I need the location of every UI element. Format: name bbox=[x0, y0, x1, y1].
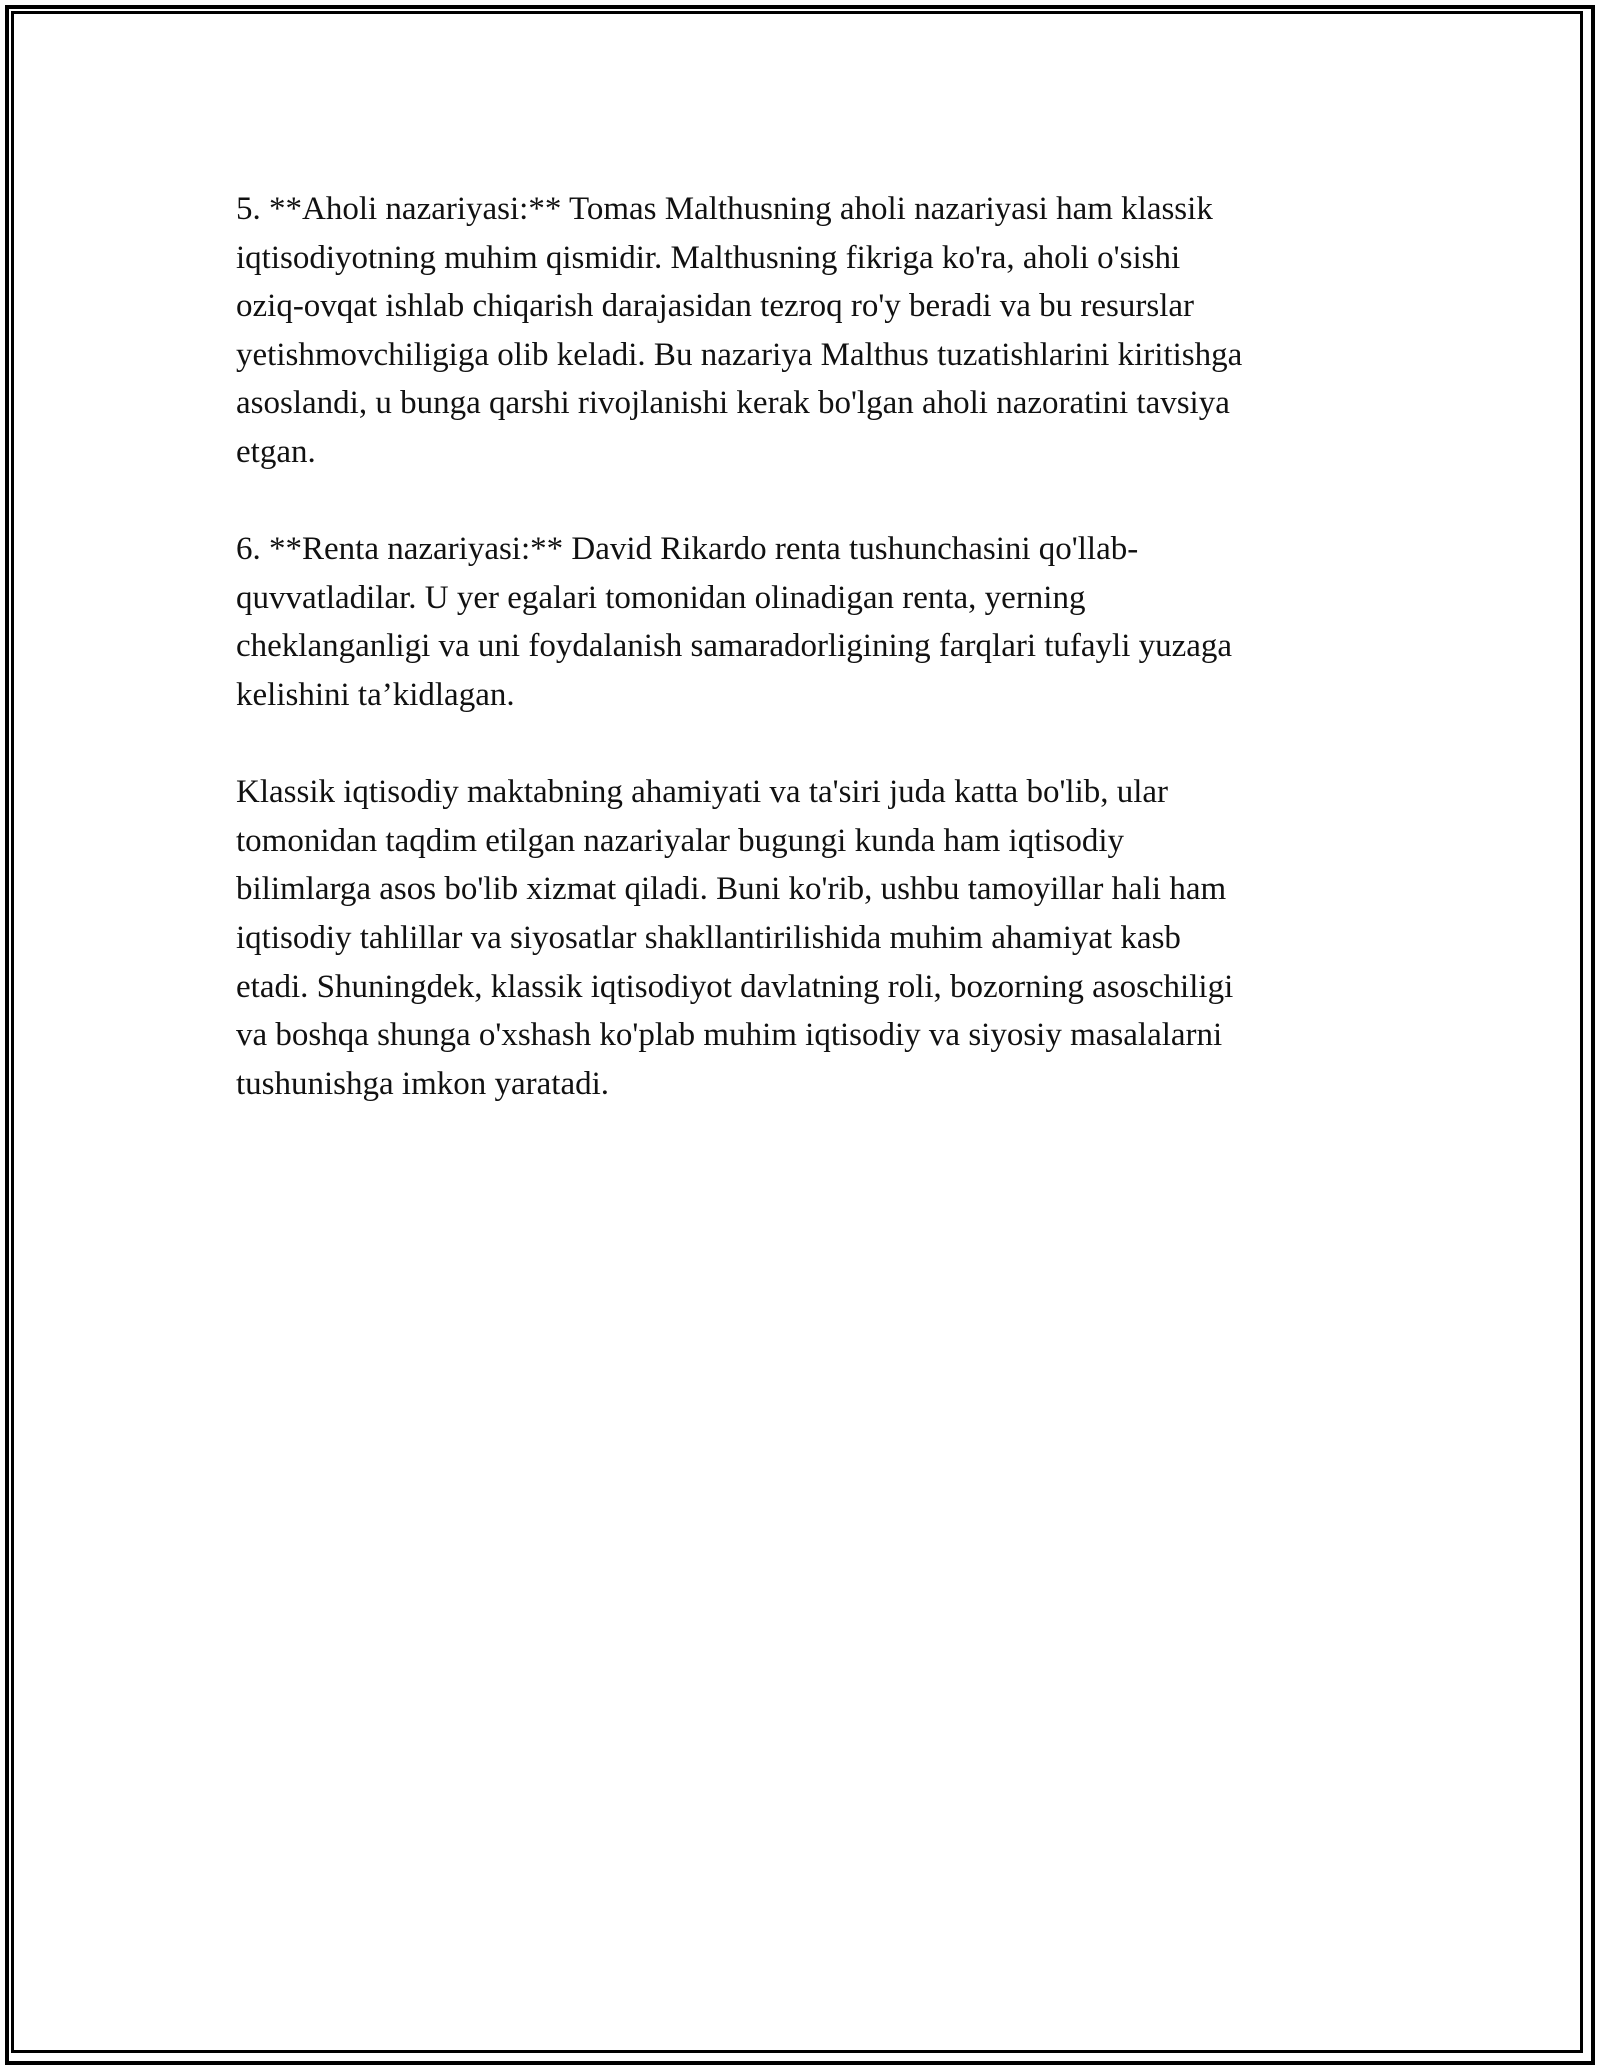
document-body bbox=[236, 185, 1371, 1157]
paragraph-rent-theory: 6. **Renta nazariyasi:** David Rikardo renta tushunchasini qo'llab- quvvatladilar. U yer egalari tomonidan olinadigan renta, yerning cheklanganligi va uni foydalanish samaradorligining farqlari tufayli yuzaga kelishini ta’kidlagan. bbox=[236, 531, 1233, 713]
paragraph-classical-school-significance: Klassik iqtisodiy maktabning ahamiyati va ta'siri juda katta bo'lib, ular tomonidan taqdim etilgan nazariyalar bugungi kunda ham iqtisodiy bilimlarga asos bo'lib xizmat qiladi. Buni ko'rib, ushbu tamoyillar hali ham iqtisodiy tahlillar va siyosatlar shakllantirilishida muhim ahamiyat kasb etadi. Shuningdek, klassik iqtisodiyot davlatning roli, bozorning asoschiligi va boshqa shunga o'xshash ko'plab muhim iqtisodiy va siyosiy masalalarni tushunishga imkon yaratadi. bbox=[236, 774, 1234, 1102]
paragraph-population-theory: 5. **Aholi nazariyasi:** Tomas Malthusning aholi nazariyasi ham klassik iqtisodiyotning muhim qismidir. Malthusning fikriga ko'ra, aholi o'sishi oziq-ovqat ishlab chiqarish darajasidan tezroq ro'y beradi va bu resurslar yetishmovchiligiga olib keladi. Bu nazariya Malthus tuzatishlarini kiritishga asoslandi, u bunga qarshi rivojlanishi kerak bo'lgan aholi nazoratini tavsiya etgan. bbox=[236, 191, 1243, 470]
